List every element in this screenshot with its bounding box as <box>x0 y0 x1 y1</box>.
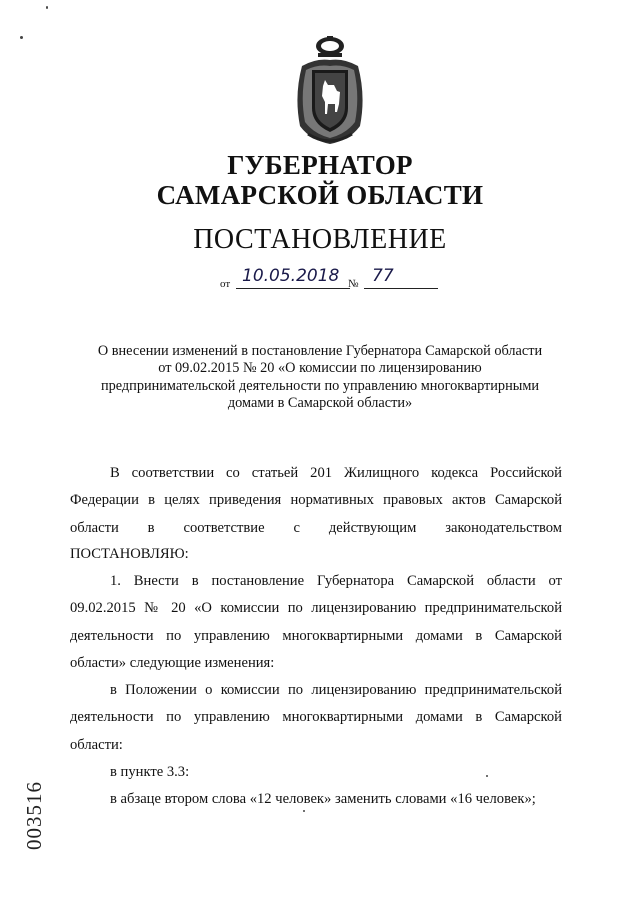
margin-stamp-number: 003516 <box>22 781 46 850</box>
date-prefix: от <box>220 278 231 290</box>
scan-speck <box>20 36 23 39</box>
handwritten-number: 77 <box>364 266 438 289</box>
number-sign: № <box>348 278 359 290</box>
issuer-title: ГУБЕРНАТОР <box>227 150 413 180</box>
registration-line <box>218 266 458 294</box>
resolve-heading: ПОСТАНОВЛЯЮ: <box>70 546 189 562</box>
item-1-subparagraph: в Положении о комиссии по лицензированию предпринимательской деятельности по управлению многоквартирными домами в Самарской области: <box>70 682 562 753</box>
handwritten-date: 10.05.2018 <box>236 266 350 289</box>
change-paragraph: в абзаце втором слова «12 человек» заменить словами «16 человек»; <box>110 791 536 807</box>
subject-line: О внесении изменений в постановление Губернатора Самарской области <box>97 343 543 359</box>
item-1-paragraph: 1. Внести в постановление Губернатора Самарской области от 09.02.2015 № 20 «О комиссии по лицензированию предпринимательской деятельности по управлению многоквартирными домами в Самарской области» следующие изменения: <box>70 573 562 672</box>
document-type: ПОСТАНОВЛЕНИЕ <box>193 224 447 255</box>
subject-line: предпринимательской деятельности по управлению многоквартирными <box>100 377 540 394</box>
scan-speck <box>46 6 48 9</box>
subject-line: от 09.02.2015 № 20 «О комиссии по лицензированию <box>158 360 482 377</box>
issuer-region: САМАРСКОЙ ОБЛАСТИ <box>156 180 484 210</box>
preamble-paragraph: В соответствии со статьей 201 Жилищного кодекса Российской Федерации в целях приведения нормативных правовых актов Самарской области в соответствие с действующим законодательством <box>70 465 562 536</box>
document-subject <box>70 343 570 412</box>
subject-line: домами в Самарской области» <box>227 394 413 411</box>
point-reference: в пункте 3.3: <box>110 764 190 780</box>
samara-coat-of-arms-icon <box>290 36 370 146</box>
